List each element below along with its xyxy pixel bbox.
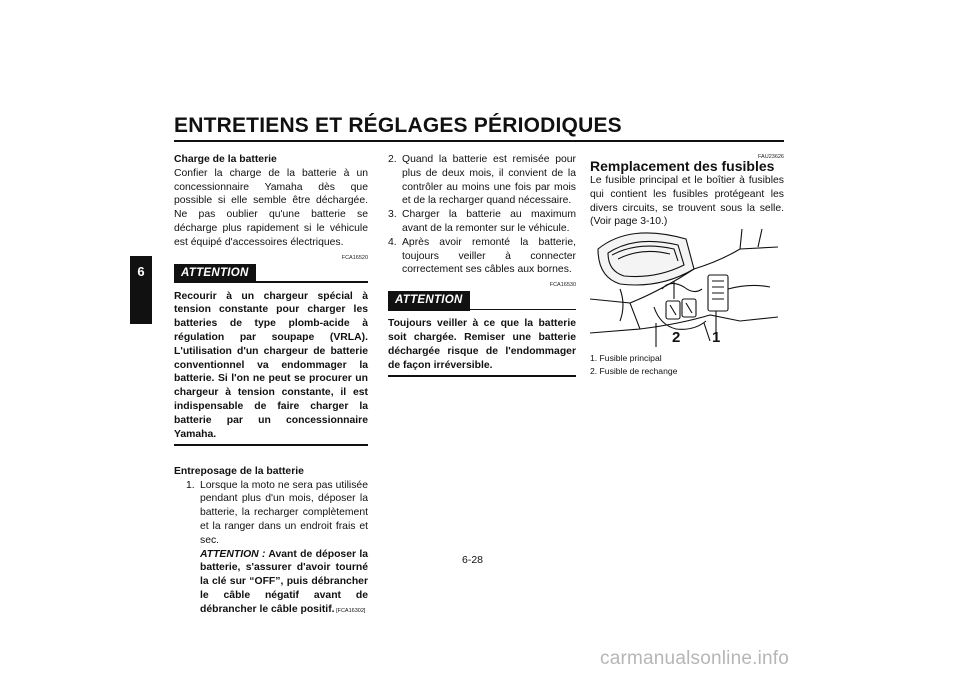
fuse-figure [590, 229, 778, 349]
attention-code: FCA16530 [549, 282, 576, 289]
section-code: FAU23626 [758, 154, 784, 160]
attention-end-rule [388, 375, 576, 377]
right-column [590, 153, 784, 229]
list-text [200, 479, 368, 619]
list-number: 2. [388, 154, 397, 165]
attention-label: ATTENTION [174, 264, 256, 284]
list-number: 3. [388, 209, 397, 221]
list-number: 1. [186, 479, 195, 491]
list-item [388, 208, 576, 236]
figure-legend [590, 352, 677, 378]
list-item [388, 236, 576, 277]
charge-heading: Charge de la batterie [174, 154, 277, 165]
item1-text: Lorsque la moto ne sera pas utilisée pendant plus d'un mois, déposer la batterie, la recharger complètement et la ranger dans un endroit frais et sec. [200, 479, 368, 546]
page-number: 6-28 [462, 554, 484, 566]
storage-heading: Entreposage de la batterie [174, 465, 304, 477]
list-text: Charger la batterie au maximum avant de la remonter sur le véhicule. [402, 209, 576, 234]
item1-attention-label: ATTENTION : [200, 548, 266, 560]
attention-text: Recourir à un chargeur spécial à tension constante pour charger les batteries de type plomb-acide à régulation par soupape (VRLA). L'utilisation d'un chargeur de batterie conventionnel va endommager la batterie. Si l'on ne peut se procurer un chargeur à tension constante, il est indispensable de faire charger la batterie par un concessionnaire Yamaha. [174, 290, 368, 440]
title-rule [174, 140, 784, 142]
attention-label: ATTENTION [388, 291, 470, 311]
callout-1: 1 [712, 329, 721, 346]
list-number: 4. [388, 236, 397, 248]
middle-column [388, 153, 576, 377]
fuse-illustration [590, 229, 778, 349]
attention-box [174, 264, 368, 286]
list-item [388, 153, 576, 208]
list-item [174, 479, 368, 619]
list-text: Quand la batterie est remisée pour plus de deux mois, il convient de la contrôler au moins une fois par mois et de la recharger quand nécessaire. [402, 154, 576, 207]
legend-item: 2. Fusible de rechange [590, 366, 678, 376]
attention-code: FCA16520 [341, 254, 368, 261]
item1-attention-text: Avant de déposer la batterie, s'assurer d'avoir tourné la clé sur “OFF”, puis débrancher le câble négatif avant de débrancher le câble positif. [200, 548, 368, 615]
legend-item: 1. Fusible principal [590, 353, 662, 363]
callout-2: 2 [672, 329, 681, 346]
list-text: Après avoir remonté la batterie, toujours veiller à connecter correctement ses câbles aux bornes. [402, 236, 576, 276]
page-title: ENTRETIENS ET RÉGLAGES PÉRIODIQUES [174, 114, 622, 137]
attention-end-rule [174, 444, 368, 446]
attention-text: Toujours veiller à ce que la batterie soit chargée. Remiser une batterie déchargée risque de l'endommager de façon irréversible. [388, 318, 576, 371]
section-paragraph: Le fusible principal et le boîtier à fusibles qui contient les fusibles protégeant les divers circuits, se trouvent sous la selle. (Voir page 3-10.) [590, 175, 784, 228]
left-column [174, 153, 368, 619]
charge-paragraph: Confier la charge de la batterie à un concessionnaire Yamaha dès que possible si elle semble être déchargée. Ne pas oublier qu'une batterie se décharge plus rapidement si le véhicule est équipé d'accessoires électriques. [174, 167, 368, 248]
watermark: carmanualsonline.info [600, 648, 790, 669]
attention-box [388, 291, 576, 313]
section-title: Remplacement des fusibles [590, 158, 775, 174]
item1-code: [FCA16302] [334, 607, 366, 614]
chapter-tab: 6 [130, 256, 152, 324]
